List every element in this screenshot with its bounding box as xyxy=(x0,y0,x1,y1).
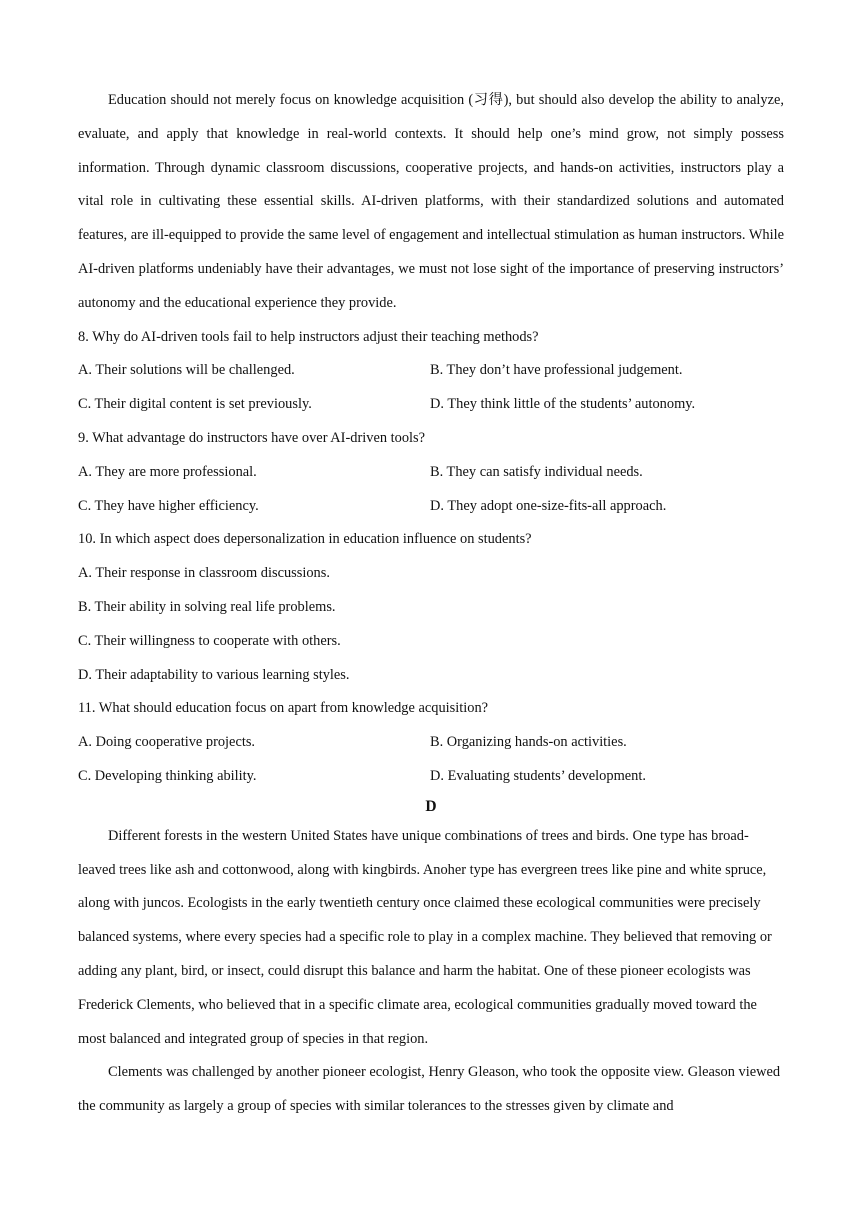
options-row xyxy=(78,354,784,388)
options-row xyxy=(78,490,784,524)
passage-d-paragraph-1: Different forests in the western United States have unique combinations of trees and birds. One type has broad-leaved trees like ash and cottonwood, along with kingbirds. Anoher type has evergreen trees like pine and white spruce, along with juncos. Ecologists in the early twentieth century once claimed these ecological communities were precisely balanced systems, where every species had a specific role to play in a complex machine. They believed that removing or adding any plant, bird, or insect, could disrupt this balance and harm the habitat. One of these pioneer ecologists was Frederick Clements, who believed that in a specific climate area, ecological communities gradually moved toward the most balanced and integrated group of species in that region. xyxy=(78,827,772,1047)
question-stem: 10. In which aspect does depersonalization in education influence on students? xyxy=(78,531,532,548)
option-c: C. They have higher efficiency. xyxy=(78,497,259,514)
option-d: D. They adopt one-size-fits-all approach. xyxy=(430,497,667,514)
option-a: A. Their solutions will be challenged. xyxy=(78,362,295,379)
options-row xyxy=(78,456,784,490)
option-b: B. They can satisfy individual needs. xyxy=(430,463,643,480)
option-d: D. They think little of the students’ autonomy. xyxy=(430,396,696,413)
question-stem: 8. Why do AI-driven tools fail to help instructors adjust their teaching methods? xyxy=(78,328,539,345)
option-b: B. They don’t have professional judgement. xyxy=(430,362,683,379)
option-a: A. They are more professional. xyxy=(78,463,257,480)
question-stem: 9. What advantage do instructors have over AI-driven tools? xyxy=(78,429,426,446)
question-stem: 11. What should education focus on apart from knowledge acquisition? xyxy=(78,700,489,717)
option-a: A. Their response in classroom discussions. xyxy=(78,565,330,582)
option-a: A. Doing cooperative projects. xyxy=(78,734,256,751)
option-c: C. Their willingness to cooperate with others. xyxy=(78,632,341,649)
options-row xyxy=(78,760,784,794)
option-b: B. Organizing hands-on activities. xyxy=(430,734,627,751)
question-10 xyxy=(78,523,784,692)
question-9 xyxy=(78,422,784,523)
section-heading: D xyxy=(425,797,437,815)
option-b: B. Their ability in solving real life problems. xyxy=(78,598,336,615)
passage-d-paragraph-2: Clements was challenged by another pioneer ecologist, Henry Gleason, who took the opposite view. Gleason viewed the community as largely a group of species with similar tolerances to the stresses given by climate and xyxy=(78,1064,781,1115)
question-11 xyxy=(78,692,784,793)
options-row xyxy=(78,726,784,760)
document-page xyxy=(78,84,784,1124)
option-d: D. Their adaptability to various learning styles. xyxy=(78,666,350,683)
options-row xyxy=(78,388,784,422)
option-c: C. Developing thinking ability. xyxy=(78,767,257,784)
option-d: D. Evaluating students’ development. xyxy=(430,767,646,784)
passage-c-final-paragraph: Education should not merely focus on knowledge acquisition (习得), but should also develop the ability to analyze, evaluate, and apply that knowledge in real-world contexts. It should help one’s mind grow, not simply possess information. Through dynamic classroom discussions, cooperative projects, and hands-on activities, instructors play a vital role in cultivating these essential skills. AI-driven platforms, with their standardized solutions and automated features, are ill-equipped to provide the same level of engagement and intellectual stimulation as human instructors. While AI-driven platforms undeniably have their advantages, we must not lose sight of the importance of preserving instructors’ autonomy and the educational experience they provide. xyxy=(78,92,784,311)
option-c: C. Their digital content is set previously. xyxy=(78,396,312,413)
question-8 xyxy=(78,321,784,422)
